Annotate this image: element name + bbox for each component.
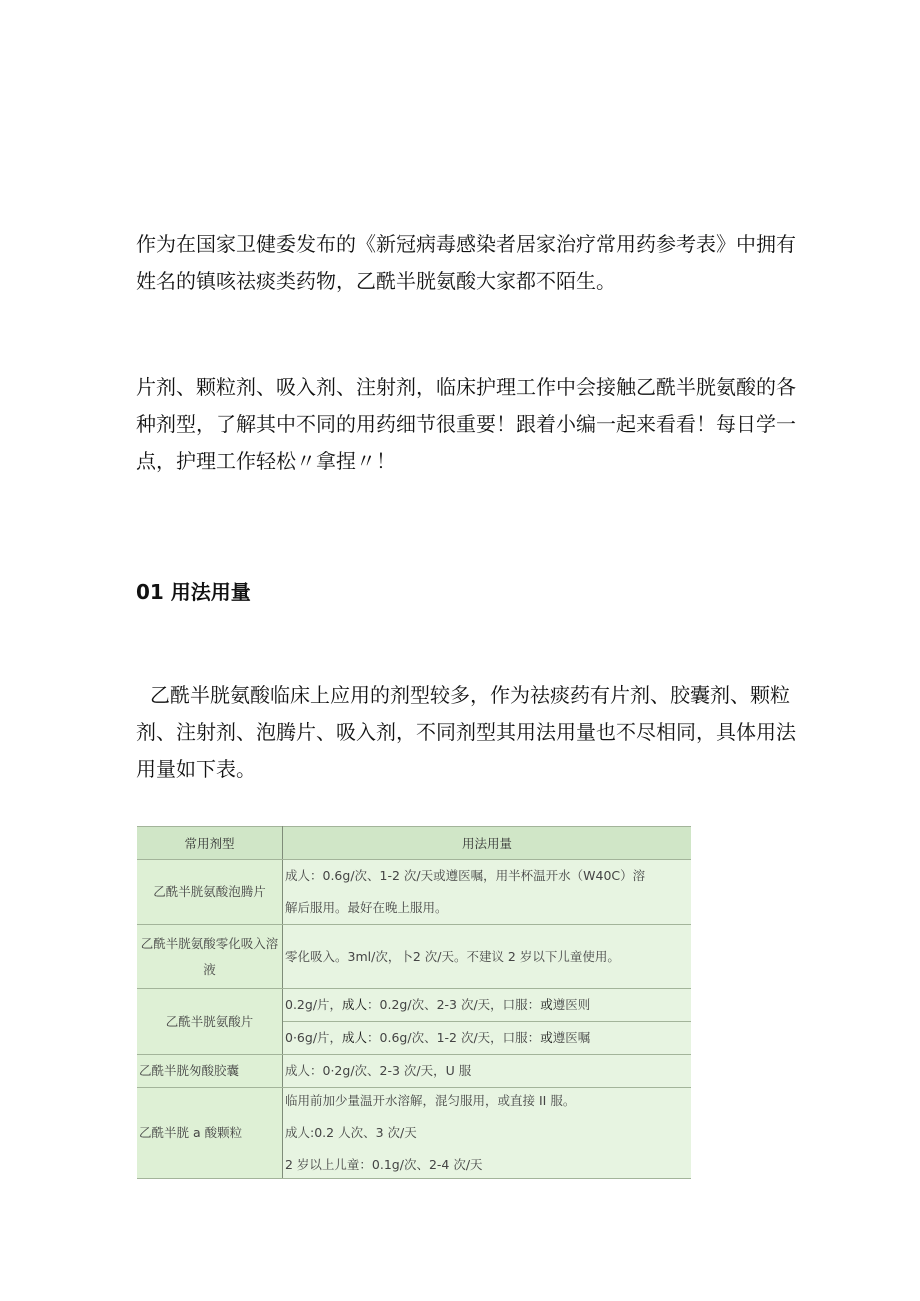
- table-row: [137, 1055, 691, 1088]
- form-cell: 乙酰半胱匆酸胶囊: [137, 1055, 283, 1088]
- dosage-table: [137, 826, 691, 1179]
- table-header-row: [137, 827, 691, 860]
- usage-cell: 成人：0.6g/次、1-2 次/天或遵医嘱，用半杯温开水（W40C）溶 解后服用。最好在晚上服用。: [283, 860, 692, 925]
- section-heading: 01 用法用量: [136, 580, 251, 604]
- table-row: [137, 860, 691, 925]
- form-cell: 乙酰半胱 a 酸颗粒: [137, 1088, 283, 1179]
- usage-cell: 零化吸入。3ml/次，卜2 次/天。不建议 2 岁以下儿童使用。: [283, 925, 692, 989]
- table-row: [137, 989, 691, 1022]
- header-usage: 用法用量: [283, 827, 692, 860]
- usage-cell: 0·6g/片，成人：0.6g/次、1-2 次/天，口服：或遵医嘱: [283, 1022, 692, 1055]
- table-row: [137, 1088, 691, 1179]
- form-cell: 乙酰半胱氨酸泡腾片: [137, 860, 283, 925]
- usage-cell: 0.2g/片，成人：0.2g/次、2-3 次/天，口服：或遵医则: [283, 989, 692, 1022]
- section-paragraph: 乙酰半胱氨酸临床上应用的剂型较多，作为祛痰药有片剂、胶囊剂、颗粒剂、注射剂、泡腾片、吸入剂，不同剂型其用法用量也不尽相同，具体用法用量如下表。: [136, 683, 796, 781]
- header-form: 常用剂型: [137, 827, 283, 860]
- form-cell: 乙酰半胱氨酸零化吸入溶液: [137, 925, 283, 989]
- table-row: [137, 925, 691, 989]
- usage-cell: 临用前加少量温开水溶解，混匀服用，或直接 II 服。 成人:0.2 人次、3 次/天 2 岁以上儿童：0.1g/次、2-4 次/天: [283, 1088, 692, 1179]
- intro-paragraph-2: 片剂、颗粒剂、吸入剂、注射剂，临床护理工作中会接触乙酰半胱氨酸的各种剂型，了解其中不同的用药细节很重要！跟着小编一起来看看！每日学一点，护理工作轻松〃拿捏〃！: [136, 375, 796, 473]
- usage-cell: 成人：0·2g/次、2-3 次/天，U 服: [283, 1055, 692, 1088]
- form-cell: 乙酰半胱氨酸片: [137, 989, 283, 1055]
- intro-paragraph-1: 作为在国家卫健委发布的《新冠病毒感染者居家治疗常用药参考表》中拥有姓名的镇咳祛痰类药物，乙酰半胱氨酸大家都不陌生。: [136, 232, 796, 293]
